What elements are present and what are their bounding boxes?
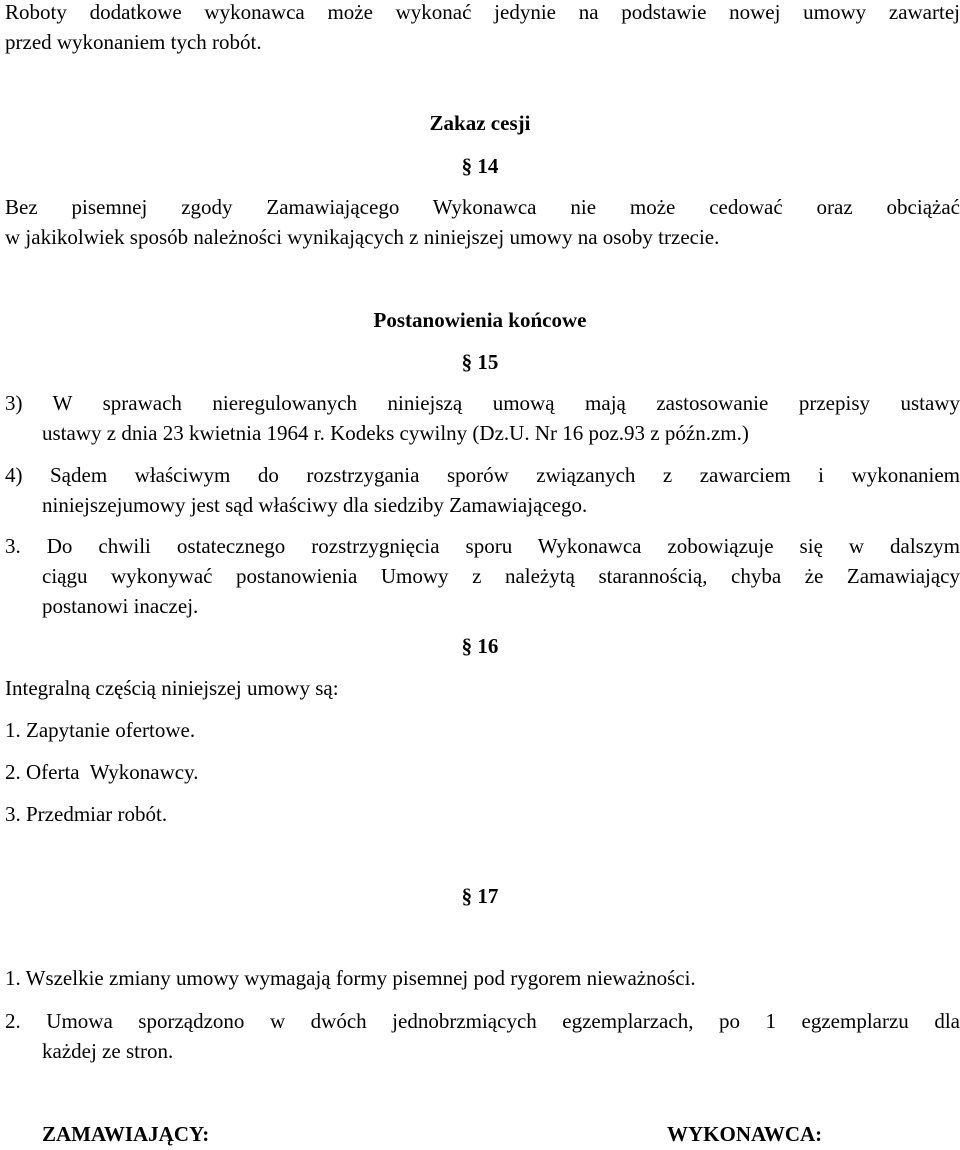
paragraph-mark-14: § 14 bbox=[461, 154, 499, 178]
final-item4-line-1: 4) Sądem właściwym do rozstrzygania sporów związanych z zawarciem i wykonaniem bbox=[5, 463, 960, 487]
final-item3b-line-1: 3. Do chwili ostatecznego rozstrzygnięcia sporu Wykonawca zobowiązuje się w dalszym bbox=[5, 534, 960, 558]
final-item3-line-2: ustawy z dnia 23 kwietnia 1964 r. Kodeks cywilny (Dz.U. Nr 16 poz.93 z późn.zm.) bbox=[42, 421, 749, 445]
attachment-item: 2. Oferta Wykonawcy. bbox=[5, 760, 199, 784]
intro-line-2: przed wykonaniem tych robót. bbox=[5, 30, 262, 54]
section-title-cesja: Zakaz cesji bbox=[429, 111, 531, 135]
signature-label-wykonawca: WYKONAWCA: bbox=[667, 1122, 823, 1146]
intro-line-1: Roboty dodatkowe wykonawca może wykonać jedynie na podstawie nowej umowy zawartej bbox=[5, 0, 960, 24]
final-item3b-line-2: ciągu wykonywać postanowienia Umowy z należytą starannością, chyba że Zamawiający bbox=[42, 564, 960, 588]
section-title-final: Postanowienia końcowe bbox=[373, 308, 587, 332]
attachment-item: 3. Przedmiar robót. bbox=[5, 802, 168, 826]
final-item4-line-2: niniejszejumowy jest sąd właściwy dla siedziby Zamawiającego. bbox=[42, 493, 588, 517]
s17-item-2-line-2: każdej ze stron. bbox=[42, 1039, 174, 1063]
final-item3b-line-3: postanowi inaczej. bbox=[42, 594, 199, 618]
final-item3-line-1: 3) W sprawach nieregulowanych niniejszą umową mają zastosowanie przepisy ustawy bbox=[5, 391, 960, 415]
paragraph-mark-17: § 17 bbox=[461, 884, 499, 908]
s17-item-2-line-1: 2. Umowa sporządzono w dwóch jednobrzmiących egzemplarzach, po 1 egzemplarzu dla bbox=[5, 1009, 960, 1033]
attachment-item: 1. Zapytanie ofertowe. bbox=[5, 718, 196, 742]
section-16-intro: Integralną częścią niniejszej umowy są: bbox=[5, 676, 339, 700]
cesja-line-2: w jakikolwiek sposób należności wynikających z niniejszej umowy na osoby trzecie. bbox=[5, 225, 720, 249]
paragraph-mark-15: § 15 bbox=[461, 350, 499, 374]
s17-item-1: 1. Wszelkie zmiany umowy wymagają formy pisemnej pod rygorem nieważności. bbox=[5, 966, 696, 990]
signature-label-zamawiajacy: ZAMAWIAJĄCY: bbox=[42, 1122, 210, 1146]
paragraph-mark-16: § 16 bbox=[461, 634, 499, 658]
cesja-line-1: Bez pisemnej zgody Zamawiającego Wykonawca nie może cedować oraz obciążać bbox=[5, 195, 960, 219]
